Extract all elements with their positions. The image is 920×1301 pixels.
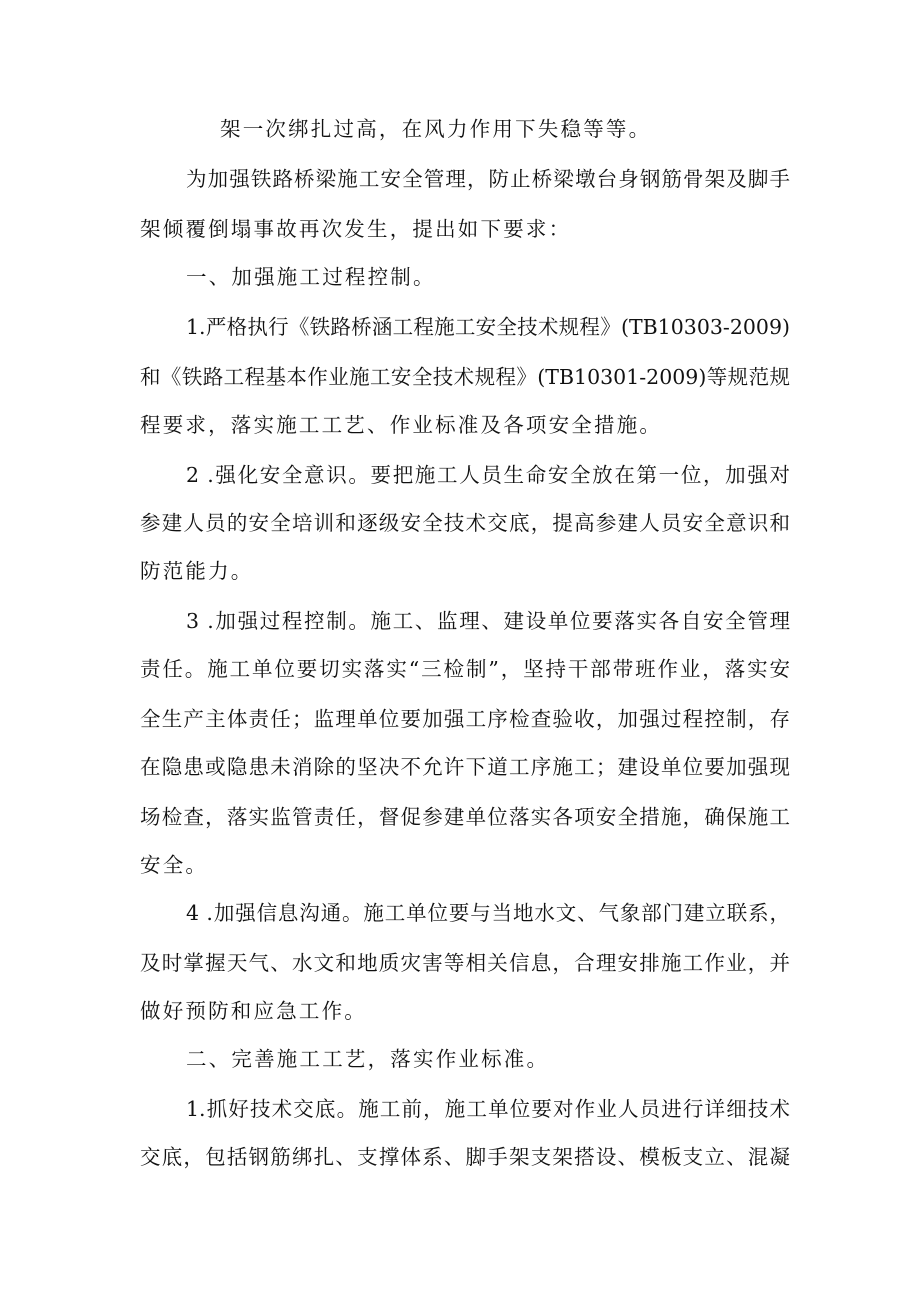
text-line: 交底，包括钢筋绑扎、支撑体系、脚手架支架搭设、模板支立、混凝: [140, 1145, 790, 1169]
text-line: 程要求，落实施工工艺、作业标准及各项安全措施。: [140, 413, 663, 437]
text-line: 及时掌握天气、水文和地质灾害等相关信息，合理安排施工作业，并: [140, 951, 790, 975]
text-line: 全生产主体责任；监理单位要加强工序检查验收，加强过程控制，存: [140, 707, 790, 731]
text-line: 场检查，落实监管责任，督促参建单位落实各项安全措施，确保施工: [140, 805, 790, 829]
paragraph-first-line: 1.严格执行《铁路桥涵工程施工安全技术规程》(TB10303-2009): [186, 315, 790, 339]
text-line: 和《铁路工程基本作业施工安全技术规程》(TB10301-2009)等规范规: [140, 365, 790, 389]
paragraph-first-line: 3 .加强过程控制。施工、监理、建设单位要落实各自安全管理: [186, 609, 790, 633]
paragraph-first-line: 2 .强化安全意识。要把施工人员生命安全放在第一位，加强对: [186, 463, 790, 487]
paragraph-first-line: 1.抓好技术交底。施工前，施工单位要对作业人员进行详细技术: [186, 1097, 790, 1121]
text-line: 架倾覆倒塌事故再次发生，提出如下要求：: [140, 217, 572, 241]
section-heading: 一、加强施工过程控制。: [186, 265, 436, 289]
text-line: 架一次绑扎过高，在风力作用下失稳等等。: [220, 117, 652, 141]
paragraph-first-line: 4 .加强信息沟通。施工单位要与当地水文、气象部门建立联系，: [186, 901, 790, 925]
text-line: 防范能力。: [140, 559, 254, 583]
section-heading: 二、完善施工工艺，落实作业标准。: [186, 1047, 550, 1071]
paragraph-first-line: 为加强铁路桥梁施工安全管理，防止桥梁墩台身钢筋骨架及脚手: [186, 167, 790, 191]
text-line: 在隐患或隐患未消除的坚决不允许下道工序施工；建设单位要加强现: [140, 755, 790, 779]
text-line: 责任。施工单位要切实落实“三检制”，坚持干部带班作业，落实安: [140, 657, 790, 681]
text-line: 安全。: [140, 853, 209, 877]
text-line: 参建人员的安全培训和逐级安全技术交底，提高参建人员安全意识和: [140, 511, 790, 535]
text-line: 做好预防和应急工作。: [140, 999, 367, 1023]
